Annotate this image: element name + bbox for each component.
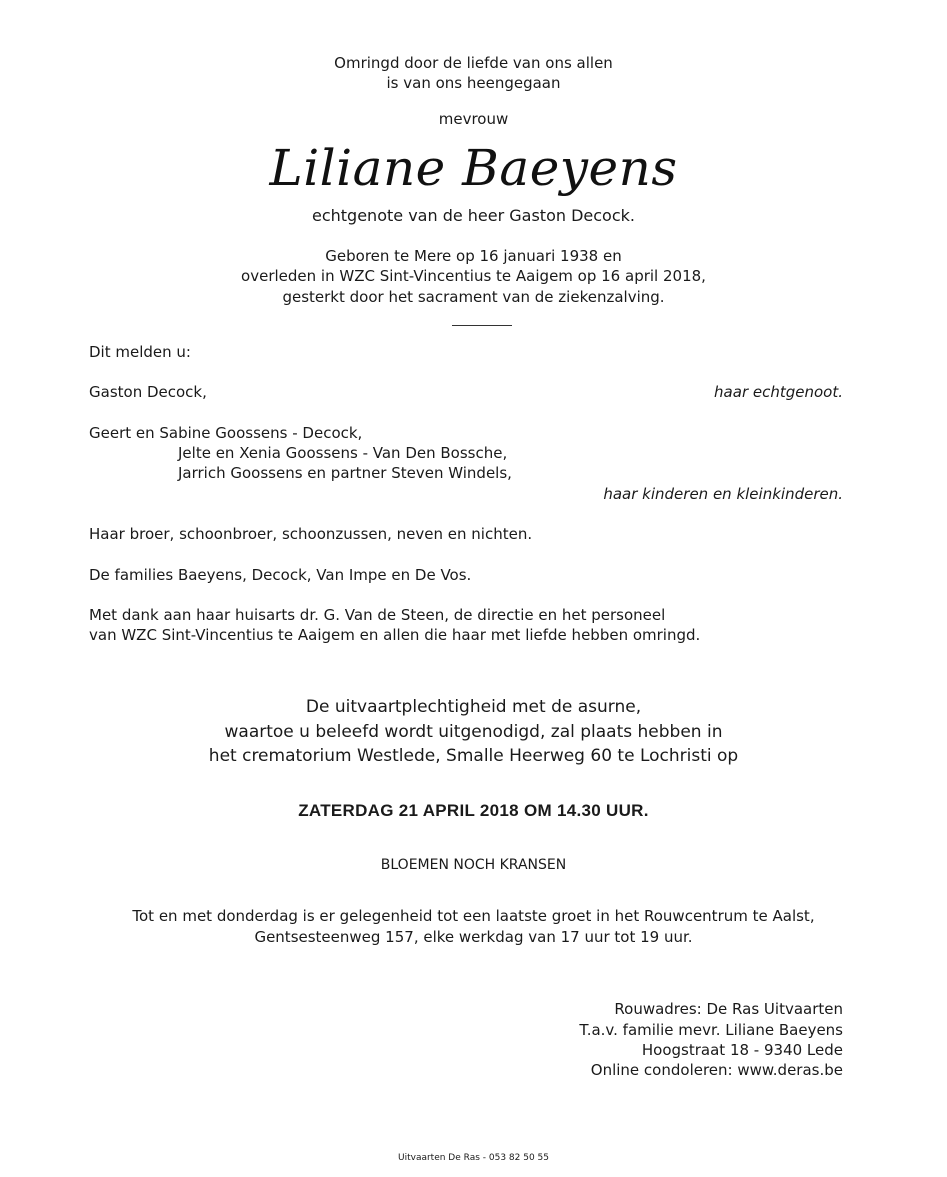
siblings-line: Haar broer, schoonbroer, schoonzussen, neven en nichten. — [89, 525, 533, 543]
ceremony-line-1: De uitvaartplechtigheid met de asurne, — [305, 697, 642, 717]
address-line-4: Online condoleren: www.deras.be — [590, 1061, 843, 1079]
visit-line-2: Gentsesteenweg 157, elke werkdag van 17 uur tot 19 uur. — [254, 928, 693, 946]
intro-line-2: is van ons heengegaan — [386, 74, 561, 92]
grandchild-2: Jarrich Goossens en partner Steven Windels, — [178, 464, 512, 482]
address-line-1: Rouwadres: De Ras Uitvaarten — [614, 1000, 843, 1018]
flowers-note: BLOEMEN NOCH KRANSEN — [380, 857, 567, 873]
families-line: De families Baeyens, Decock, Van Impe en De Vos. — [89, 566, 472, 584]
husband-role: haar echtgenoot. — [714, 383, 843, 401]
address-line-3: Hoogstraat 18 - 9340 Lede — [641, 1041, 843, 1059]
children-role: haar kinderen en kleinkinderen. — [603, 485, 843, 503]
ceremony-line-3: het crematorium Westlede, Smalle Heerweg 60 te Lochristi op — [208, 746, 739, 766]
ceremony-date: ZATERDAG 21 APRIL 2018 OM 14.30 UUR. — [298, 801, 649, 820]
ceremony-line-2: waartoe u beleefd wordt uitgenodigd, zal plaats hebben in — [224, 722, 723, 742]
address-line-2: T.a.v. familie mevr. Liliane Baeyens — [579, 1021, 843, 1039]
grandchild-1: Jelte en Xenia Goossens - Van Den Bossche, — [178, 444, 508, 462]
visit-line-1: Tot en met donderdag is er gelegenheid tot een laatste groet in het Rouwcentrum te Aalst, — [132, 907, 815, 925]
birth-line-1: Geboren te Mere op 16 januari 1938 en — [325, 247, 622, 265]
birth-line-3: gesterkt door het sacrament van de ziekenzalving. — [282, 288, 665, 306]
husband-name: Gaston Decock, — [89, 383, 207, 401]
thanks-line-2: van WZC Sint-Vincentius te Aaigem en allen die haar met liefde hebben omringd. — [89, 626, 701, 644]
deceased-name: Liliane Baeyens — [269, 139, 678, 197]
honorific: mevrouw — [438, 110, 509, 128]
child-1: Geert en Sabine Goossens - Decock, — [89, 424, 363, 442]
divider — [452, 325, 512, 326]
footer-text: Uitvaarten De Ras - 053 82 50 55 — [398, 1153, 549, 1163]
birth-line-2: overleden in WZC Sint-Vincentius te Aaigem op 16 april 2018, — [241, 267, 706, 285]
intro-line-1: Omringd door de liefde van ons allen — [334, 54, 613, 72]
announce-line: Dit melden u: — [89, 343, 191, 361]
thanks-line-1: Met dank aan haar huisarts dr. G. Van de Steen, de directie en het personeel — [89, 606, 666, 624]
spouse-line: echtgenote van de heer Gaston Decock. — [312, 206, 635, 225]
